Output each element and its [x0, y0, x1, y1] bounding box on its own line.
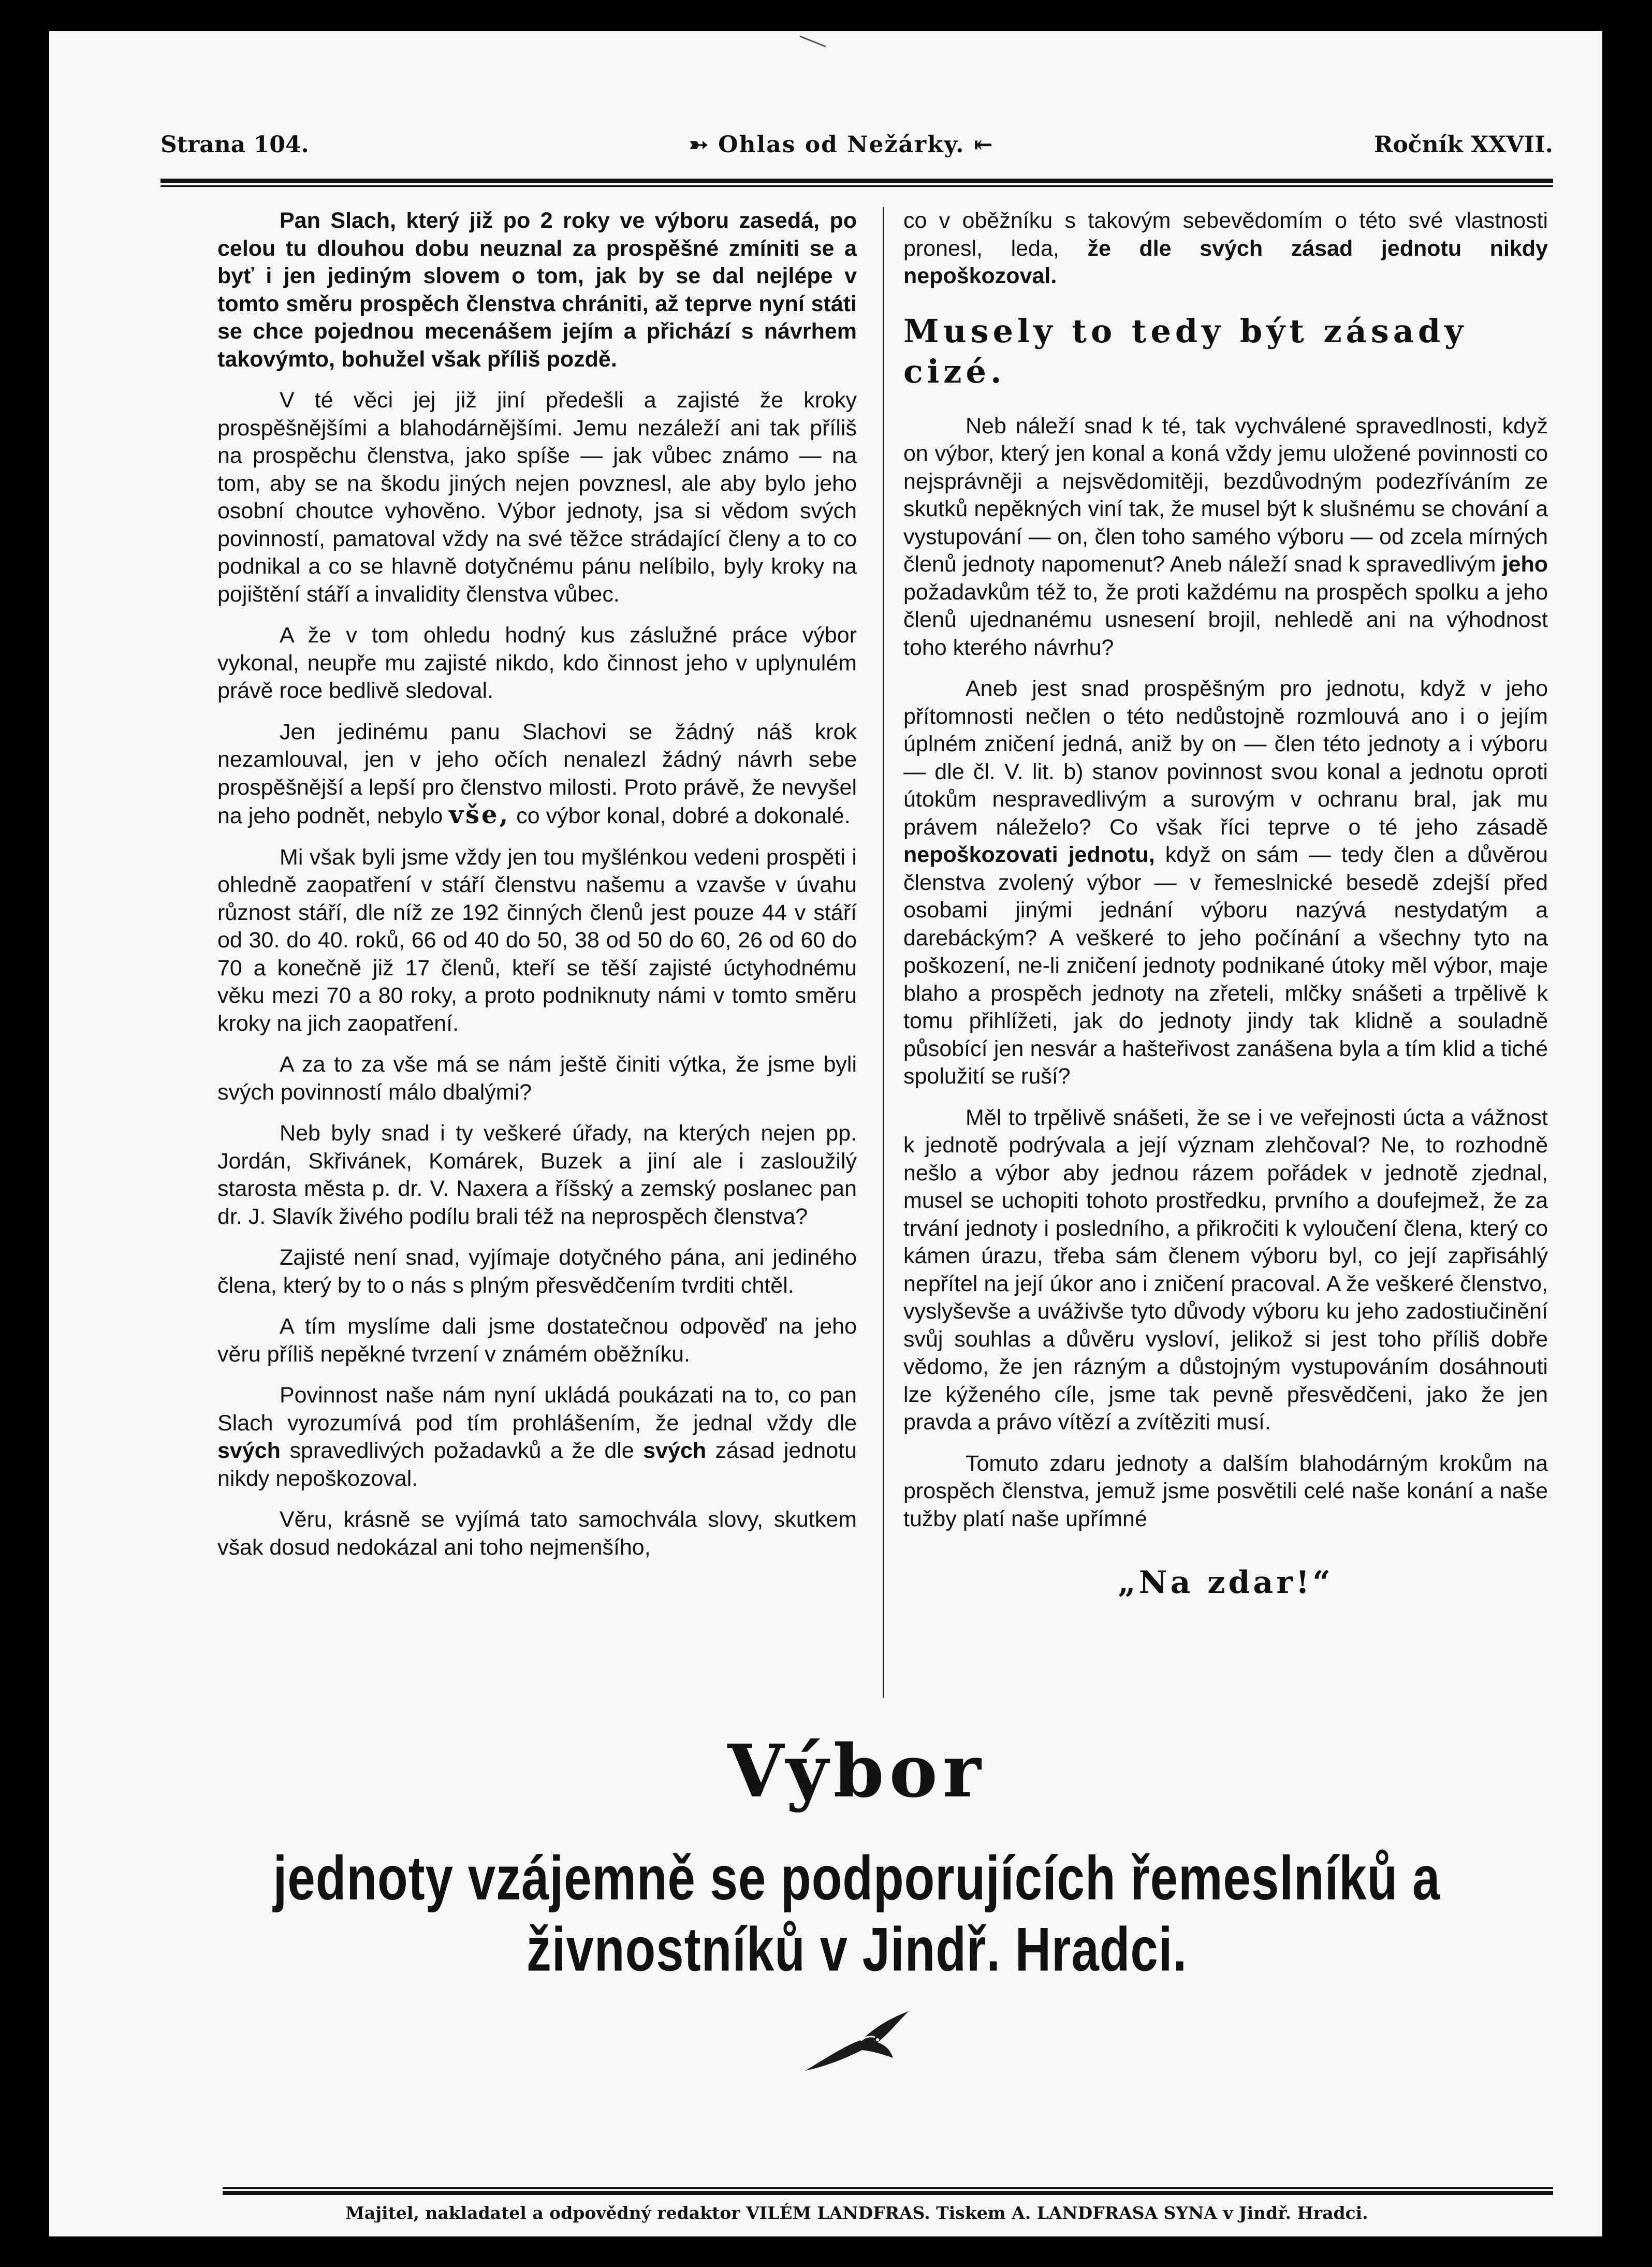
paragraph: Neb byly snad i ty veškeré úřady, na kterých nejen pp. Jordán, Skřivánek, Komárek, Buzek a jiní ale i zasloužilý starosta města p. dr. V. Naxera a říšský a zemský poslanec pan dr. J. Slavík živého podílu brali též na neprospěch členstva?: [217, 1121, 857, 1229]
emphasis: vše,: [449, 800, 510, 829]
volume-number: Ročník XXVII.: [1373, 131, 1553, 158]
header-rule: [160, 179, 1553, 183]
paragraph: Věru, krásně se vyjímá tato samochvála slovy, skutkem však dosud nedokázal ani toho nejmenšího,: [217, 1507, 857, 1560]
paragraph-text: spravedlivých požadavků a že dle: [289, 1438, 634, 1463]
paragraph: [217, 1382, 857, 1493]
paragraph-text: zásad jednotu nikdy nepoškozoval.: [217, 1438, 857, 1491]
header-rule-thin: [160, 185, 1553, 187]
section-heading: Musely to tedy být zásady cizé.: [903, 312, 1468, 390]
emphasis: že dle svých zásad jednotu nikdy nepoškozoval.: [903, 236, 1548, 288]
paragraph-text: požadavkům též to, že proti každému na prospěch spolku a jeho členů ujednanému usnesení brojil, nehledě ani na výhodnost toho kterého návrhu?: [903, 579, 1548, 660]
paragraph-text: co výbor konal, dobré a dokonalé.: [516, 803, 851, 828]
footer-rule-thin: [223, 2187, 1553, 2189]
paragraph: V té věci jej již jiní předešli a zajisté že kroky prospěšnějšími a blahodárnějšími. Jemu nezáleží ani tak příliš na prospěchu členstva, jako spíše — jak vůbec známo — na tom, aby se na škodu jiných nejen povznesl, ale aby bylo jeho osobní choutce vyhověno. Výbor jednoty, jsa si vědom svých povinností, pamatoval vždy na své těžce strádající členy a to co podnikal a co se hlavně dotyčnému pánu nelíbilo, byly kroky na pojištění stáří a invalidity členstva vůbec.: [217, 388, 857, 607]
signature-subtitle: jednoty vzájemně se podporujících řemeslníků a živnostníků v Jindř. Hradci.: [273, 1844, 1441, 1984]
emphasis: svých: [217, 1438, 281, 1463]
paragraph-text: Povinnost naše nám nyní ukládá poukázati na to, co pan Slach vyrozumívá pod tím prohlášením, že jednal vždy dle: [217, 1383, 857, 1436]
newspaper-title: ➳ Ohlas od Nežárky. ⇤: [689, 131, 994, 158]
imprint: Majitel, nakladatel a odpovědný redaktor VILÉM LANDFRAS. Tiskem A. LANDFRASA SYNA v Jindř. Hradci.: [345, 2203, 1368, 2223]
paragraph-text: Aneb jest snad prospěšným pro jednotu, když v jeho přítomnosti nečlen o této nedůstojně rozmlouvá ano i o jejím úplném zničení jedná, aniž by on — člen této jednoty a i výboru — dle čl. V. lit. b) stanov povinnost svou konal a jednotu oproti útokům nespravedlivým a surovým v ochranu bral, jak mu právem náleželo? Co však říci teprve o té jeho zásadě: [903, 676, 1548, 840]
left-column: [217, 207, 857, 1575]
paragraph: A tím myslíme dali jsme dostatečnou odpověď na jeho věru příliš nepěkné tvrzení v známém oběžníku.: [217, 1314, 857, 1367]
column-divider: [883, 207, 884, 1698]
paragraph: Pan Slach, který již po 2 roky ve výboru zasedá, po celou tu dlouhou dobu neuznal za prospěšné zmíniti se a byť i jen jediným slovem o tom, jak by se dal nejlépe v tomto směru prospěch členstva chrániti, až teprve nyní státi se chce pojednou mecenášem jejím a přichází s návrhem takovýmto, bohužel však příliš pozdě.: [217, 208, 857, 372]
paragraph: [217, 719, 857, 830]
closing-salutation: „Na zdar!“: [1118, 1564, 1334, 1601]
emphasis: nepoškozovati jednotu,: [903, 842, 1155, 867]
right-column: [903, 207, 1548, 1601]
paragraph: Zajisté není snad, vyjímaje dotyčného pána, ani jediného člena, který by to o nás s plným přesvědčením tvrditi chtěl.: [217, 1245, 857, 1298]
page-header: [160, 116, 1553, 158]
paragraph: [903, 413, 1548, 662]
emphasis: jeho: [1502, 552, 1548, 577]
signature-title: Výbor: [727, 1729, 986, 1814]
paragraph-text: Neb náleží snad k té, tak vychválené spravedlnosti, když on výbor, který jen konal a koná vždy jemu uložené povinnosti co nejsprávněji a nejsvědomitěji, bezdůvodným podezříváním ze skutků nepěkných viní tak, že musel být k slušnému se chování a vystupování — on, člen toho samého výboru — od zcela mírných členů jednoty napomenut? Aneb náleží snad k spravedlivým: [903, 413, 1548, 577]
paragraph-text: když on sám — tedy člen a důvěrou členstva zvolený výbor — v řemeslnické besedě zdejší před osobami jinými jednání výboru nazývá nestydatým a darebáckým? A veškeré to jeho počínání a všechny tyto na poškození, ne-li zničení jednoty podnikané útoky měl výbor, maje blaho a prospěch jednoty na zřeteli, mlčky snášeti a trpělivě k tomu přihlížeti, jak do jednoty jindy tak klidně a souladně působící jen nesvár a hašteřivost zanášena byla a tím klid a tiché spolužití se ruší?: [903, 842, 1548, 1089]
page-number: Strana 104.: [160, 131, 309, 158]
paragraph: Tomuto zdaru jednoty a dalším blahodárným krokům na prospěch členstva, jemuž jsme posvětili celé naše konání a naše tužby platí naše upřímné: [903, 1451, 1548, 1531]
paragraph: Mi však byli jsme vždy jen tou myšlénkou vedeni prospěti i ohledně zaopatření v stáří členstvu našemu a vzavše v úvahu různost stáří, dle níž ze 192 činných členů jest pouze 44 v stáří od 30. do 40. roků, 66 od 40 do 50, 38 od 50 do 60, 26 od 60 do 70 a konečně již 17 členů, kteří se těší zajisté úctyhodnému věku mezi 70 a 80 roky, a proto podniknuty námi v tomto směru kroky na jich zaopatření.: [217, 844, 857, 1036]
paragraph-text: Jen jedinému panu Slachovi se žádný náš krok nezamlouval, jen v jeho očích nenalezl žádný návrh sebe prospěšnější a lepší pro členstvo milosti. Proto právě, že nevyšel na jeho podnět, nebylo: [217, 719, 857, 828]
scan-artifact-icon: [797, 31, 828, 52]
swallow-bird-icon: [800, 2009, 914, 2076]
paragraph: A za to za vše má se nám ještě činiti výtka, že jsme byli svých povinností málo dbalými?: [217, 1052, 857, 1105]
footer-rule: [223, 2191, 1553, 2195]
paragraph: A že v tom ohledu hodný kus záslužné práce výbor vykonal, neupře mu zajisté nikdo, kdo činnost jeho v uplynulém právě roce bedlivě sledoval.: [217, 623, 857, 703]
paragraph: [903, 675, 1548, 1091]
paragraph: Měl to trpělivě snášeti, že se i ve veřejnosti úcta a vážnost k jednotě podrývala a její význam zlehčoval? Ne, to rozhodně nešlo a výbor aby jednou rázem pořádek v jednotě zjednal, musel se uchopiti tohoto prostředku, prvního a doufejmež, že za trvání jednoty i posledního, a přikročiti k vyloučení člena, který co kámen úrazu, třeba sám členem výboru byl, co její zapřisáhlý nepřítel na její úkor ano i zničení pracoval. A že veškeré členstvo, vyslyševše a uváživše tyto důvody výboru ku jeho zadostiučinění svůj souhlas a důvěru vysloví, jelikož si jest toho příliš dobře vědomo, že jen rázným a důstojným vystupováním dosáhnouti lze kýženého cíle, jsme tak pevně přesvědčeni, jako že jen pravda a právo vítězí a zvítěziti musí.: [903, 1105, 1548, 1435]
paragraph-text: co v oběžníku s takovým sebevědomím o této své vlastnosti pronesl, leda,: [903, 208, 1548, 261]
paragraph: [903, 207, 1548, 290]
emphasis: svých: [643, 1438, 707, 1463]
